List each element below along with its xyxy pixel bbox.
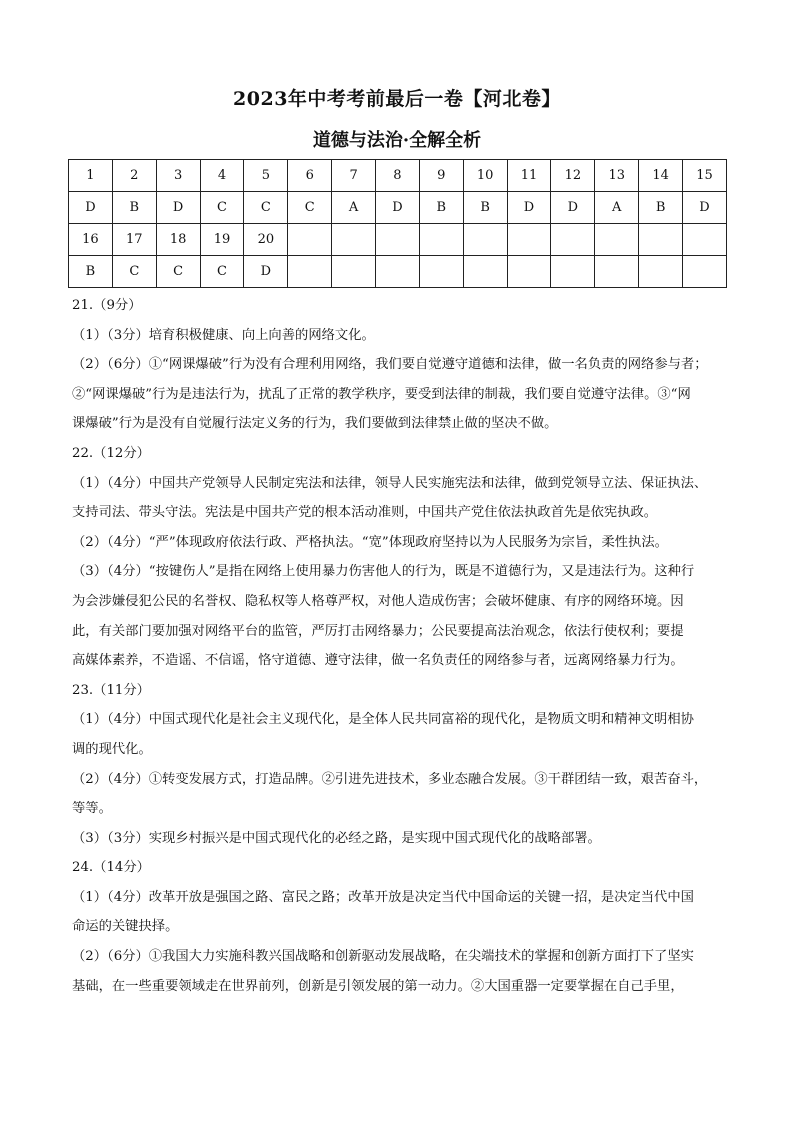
answer-row [69, 192, 727, 224]
question-number-cell [507, 224, 551, 256]
text-line: （1）（4分）中国共产党领导人民制定宪法和法律，领导人民实施宪法和法律，做到党领导立法、保证执法、 [72, 475, 708, 491]
answer-cell: D [551, 192, 595, 224]
answer-cell: D [376, 192, 420, 224]
text-line: 此，有关部门要加强对网络平台的监管，严厉打击网络暴力；公民要提高法治观念，依法行使权利；要提 [72, 623, 684, 639]
answer-cell [332, 256, 376, 288]
text-line: （2）（4分）①转变发展方式，打造品牌。②引进先进技术，多业态融合发展。③干群团结一致，艰苦奋斗， [72, 771, 708, 787]
question-number-cell: 4 [200, 160, 244, 192]
answer-cell [419, 256, 463, 288]
text-line: 21.（9分） [72, 298, 142, 313]
answer-cell [551, 256, 595, 288]
answer-table [68, 159, 727, 288]
text-line: （1）（4分）改革开放是强国之路、富民之路；改革开放是决定当代中国命运的关键一招，是决定当代中国 [72, 889, 694, 905]
answer-cell: D [244, 256, 288, 288]
text-line: 24.（14分） [72, 860, 150, 876]
question-number-cell: 9 [419, 160, 463, 192]
text-line: （1）（3分）培育积极健康、向上向善的网络文化。 [72, 327, 375, 343]
document-subtitle: 道德与法治·全解全析 [312, 130, 482, 151]
answer-cell: A [332, 192, 376, 224]
answer-cell: C [112, 256, 156, 288]
answer-cell: C [244, 192, 288, 224]
question-number-cell [419, 224, 463, 256]
answer-cell: A [595, 192, 639, 224]
text-line: 23.（11分） [72, 682, 150, 698]
text-line: （3）（4分）“按键伤人”是指在网络上使用暴力伤害他人的行为，既是不道德行为，又是违法行为。这种行 [72, 564, 695, 580]
question-number-cell [595, 224, 639, 256]
answer-cell [376, 256, 420, 288]
text-line: 命运的关键抉择。 [72, 919, 179, 935]
answer-cell: D [683, 192, 727, 224]
answer-cell [288, 256, 332, 288]
answer-explanations [72, 291, 728, 1001]
answer-cell: D [156, 192, 200, 224]
text-line: 支持司法、带头守法。宪法是中国共产党的根本活动准则，中国共产党住依法执政首先是依宪执政。 [72, 505, 658, 521]
answer-cell [463, 256, 507, 288]
answer-cell [507, 256, 551, 288]
question-number-cell: 15 [683, 160, 727, 192]
text-line: （3）（3分）实现乡村振兴是中国式现代化的必经之路，是实现中国式现代化的战略部署。 [72, 830, 601, 846]
question-number-cell: 8 [376, 160, 420, 192]
question-number-cell: 18 [156, 224, 200, 256]
question-number-cell: 11 [507, 160, 551, 192]
text-line: （1）（4分）中国式现代化是社会主义现代化，是全体人民共同富裕的现代化，是物质文明和精神文明相协 [72, 712, 694, 728]
text-line: （2）（6分）①我国大力实施科教兴国战略和创新驱动发展战略，在尖端技术的掌握和创新方面打下了坚实 [72, 949, 694, 965]
answer-cell: D [69, 192, 113, 224]
question-number-row [69, 224, 727, 256]
answer-cell: B [419, 192, 463, 224]
question-number-cell [332, 224, 376, 256]
text-line: （2）（6分）①“网课爆破”行为没有合理利用网络，我们要自觉遵守道德和法律，做一名负责的网络参与者； [72, 357, 708, 373]
answer-cell: D [507, 192, 551, 224]
question-number-cell: 2 [112, 160, 156, 192]
question-number-cell: 1 [69, 160, 113, 192]
text-line: 等等。 [72, 801, 112, 817]
question-number-cell [288, 224, 332, 256]
answer-cell: B [463, 192, 507, 224]
question-number-cell: 16 [69, 224, 113, 256]
answer-cell [683, 256, 727, 288]
text-line: 为会涉嫌侵犯公民的名誉权、隐私权等人格尊严权，对他人造成伤害；会破坏健康、有序的网络环境。因 [72, 593, 684, 609]
question-number-cell: 17 [112, 224, 156, 256]
answer-cell [595, 256, 639, 288]
question-number-cell [463, 224, 507, 256]
document-title: 2023年中考考前最后一卷【河北卷】 [233, 88, 561, 110]
text-line: 调的现代化。 [72, 741, 152, 757]
answer-cell: C [288, 192, 332, 224]
answer-cell [639, 256, 683, 288]
answer-cell: C [200, 192, 244, 224]
question-number-cell [551, 224, 595, 256]
question-number-cell: 7 [332, 160, 376, 192]
text-line: ②“网课爆破”行为是违法行为，扰乱了正常的教学秩序，要受到法律的制裁，我们要自觉遵守法律。③“网 [72, 386, 691, 402]
question-number-cell: 6 [288, 160, 332, 192]
question-number-cell: 5 [244, 160, 288, 192]
answer-cell: C [200, 256, 244, 288]
answer-cell: B [112, 192, 156, 224]
question-number-cell [639, 224, 683, 256]
question-number-cell: 13 [595, 160, 639, 192]
text-line: 课爆破”行为是没有自觉履行法定义务的行为，我们要做到法律禁止做的坚决不做。 [72, 416, 558, 432]
question-number-cell: 12 [551, 160, 595, 192]
question-number-cell: 3 [156, 160, 200, 192]
text-line: 22.（12分） [72, 445, 150, 461]
answer-cell: B [639, 192, 683, 224]
question-number-cell [683, 224, 727, 256]
question-number-cell: 19 [200, 224, 244, 256]
answer-cell: C [156, 256, 200, 288]
text-line: 高媒体素养，不造谣、不信谣，恪守道德、遵守法律，做一名负责任的网络参与者，远离网络暴力行为。 [72, 653, 684, 669]
question-number-cell: 14 [639, 160, 683, 192]
question-number-cell: 10 [463, 160, 507, 192]
text-line: 基础，在一些重要领域走在世界前列，创新是引领发展的第一动力。②大国重器一定要掌握在自己手里， [72, 978, 684, 994]
question-number-cell: 20 [244, 224, 288, 256]
text-line: （2）（4分）“严”体现政府依法行政、严格执法。“宽”体现政府坚持以为人民服务为宗旨，柔性执法。 [72, 534, 668, 550]
question-number-row [69, 160, 727, 192]
answer-row [69, 256, 727, 288]
answer-cell: B [69, 256, 113, 288]
question-number-cell [376, 224, 420, 256]
